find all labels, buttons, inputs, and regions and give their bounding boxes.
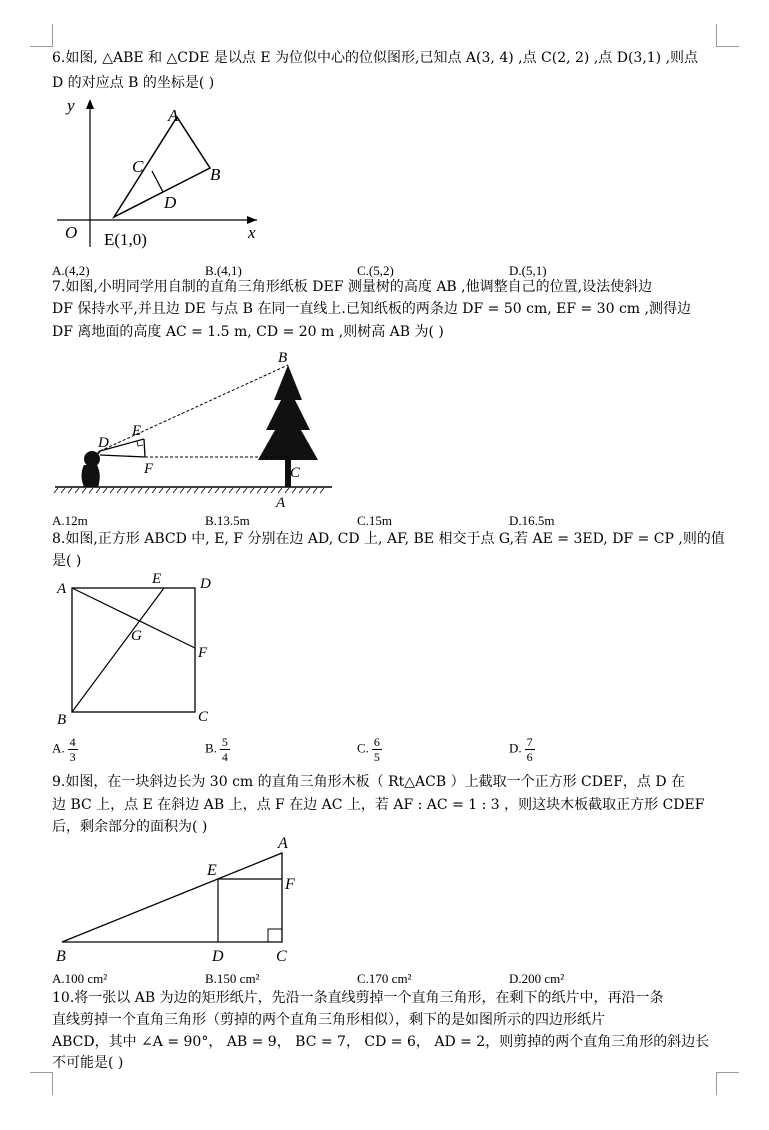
q8-option-d-numerator: 7 — [526, 735, 533, 749]
q6-label-y: y — [67, 96, 75, 115]
q10-text-line-1: 10.将一张以 AB 为边的矩形纸片，先沿一条直线剪掉一个直角三角形，在剩下的纸片中，再沿一条 — [52, 990, 664, 1006]
q7-label-f: F — [144, 461, 154, 477]
margin-corner-bottom-left — [30, 1072, 53, 1095]
q8-option-a-numerator: 4 — [69, 735, 76, 749]
q6-option-a: A.(4,2) — [52, 263, 90, 278]
q9-option-c: C.170 cm² — [357, 971, 412, 986]
q9-figure — [52, 830, 302, 967]
q8-option-c-numerator: 6 — [373, 735, 380, 749]
q6-figure — [52, 95, 267, 255]
q6-label-e: E(1,0) — [104, 230, 147, 249]
q7-label-b: B — [278, 350, 288, 366]
q7-text-line-1: 7.如图,小明同学用自制的直角三角形纸板 DEF 测量树的高度 AB ,他调整自己的位置,设法使斜边 — [52, 279, 653, 295]
q6-text-line-2: D 的对应点 B 的坐标是( ) — [52, 75, 215, 91]
q9-label-d: D — [212, 948, 224, 965]
q8-label-d: D — [200, 576, 211, 592]
q10-text-line-2: 直线剪掉一个直角三角形（剪掉的两个直角三角形相似），剩下的是如图所示的四边形纸片 — [52, 1012, 605, 1028]
q9-text-line-1: 9.如图，在一块斜边长为 30 cm 的直角三角形木板（ Rt△ACB ）上截取一个正方形 CDEF，点 D 在 — [52, 774, 686, 790]
q8-figure — [52, 568, 222, 733]
q8-option-b-prefix: B. — [205, 740, 217, 756]
q10-text-line-4: 不可能是( ) — [52, 1055, 124, 1071]
q9-label-c: C — [276, 948, 287, 965]
tree-silhouette — [258, 365, 318, 487]
q8-text-line-2: 是( ) — [52, 553, 82, 569]
q7-label-a: A — [276, 495, 286, 510]
q7-text-line-2: DF 保持水平,并且边 DE 与点 B 在同一直线上.已知纸板的两条边 DF = 50 cm, EF = 30 cm ,测得边 — [52, 301, 691, 317]
q7-option-d: D.16.5m — [509, 513, 555, 528]
q8-option-c-prefix: C. — [357, 740, 369, 756]
q8-option-d — [509, 735, 535, 764]
q8-option-a-prefix: A. — [52, 740, 65, 756]
margin-corner-bottom-right — [716, 1072, 739, 1095]
q8-label-e: E — [152, 571, 162, 587]
q8-option-a-denominator: 3 — [69, 750, 76, 764]
q7-label-c: C — [290, 465, 301, 481]
q9-label-a: A — [278, 835, 288, 852]
q8-label-f: F — [198, 645, 208, 661]
q6-option-b: B.(4,1) — [205, 263, 242, 278]
q9-text-line-2: 边 BC 上，点 E 在斜边 AB 上，点 F 在边 AC 上，若 AF : AC = 1 : 3 ，则这块木板截取正方形 CDEF — [52, 797, 705, 813]
q6-label-x: x — [248, 223, 256, 242]
q8-option-b-denominator: 4 — [221, 750, 228, 764]
q9-option-a: A.100 cm² — [52, 971, 108, 986]
q9-label-b: B — [56, 948, 66, 965]
q8-option-c-denominator: 5 — [373, 750, 380, 764]
q7-text-line-3: DF 离地面的高度 AC = 1.5 m, CD = 20 m ,则树高 AB 为( ) — [52, 324, 444, 340]
q6-label-c: C — [132, 157, 144, 176]
q6-option-d: D.(5,1) — [509, 263, 547, 278]
q8-option-d-fraction — [525, 735, 535, 764]
q9-text-line-3: 后，剩余部分的面积为( ) — [52, 819, 208, 835]
q6-label-d: D — [164, 193, 177, 212]
q7-option-c: C.15m — [357, 513, 393, 528]
q7-option-b: B.13.5m — [205, 513, 250, 528]
q8-label-a: A — [57, 581, 67, 597]
q8-option-a-fraction — [68, 735, 78, 764]
q8-label-g: G — [131, 628, 142, 644]
q8-option-b-numerator: 5 — [221, 735, 228, 749]
margin-corner-top-left — [30, 24, 53, 47]
q7-label-d: D — [98, 435, 109, 451]
margin-corner-top-right — [716, 24, 739, 47]
q8-option-b-fraction — [220, 735, 230, 764]
q9-label-e: E — [207, 862, 217, 879]
q9-option-d: D.200 cm² — [509, 971, 565, 986]
q9-label-f: F — [285, 876, 295, 893]
q8-text-line-1: 8.如图,正方形 ABCD 中, E, F 分别在边 AD, CD 上, AF, BE 相交于点 G,若 AE = 3ED, DF = CP ,则的值 — [52, 531, 725, 547]
q10-text-line-3: ABCD，其中 ∠A = 90°， AB = 9， BC = 7， CD = 6， AD = 2，则剪掉的两个直角三角形的斜边长 — [52, 1034, 710, 1050]
person-silhouette — [82, 451, 101, 487]
q7-option-a: A.12m — [52, 513, 88, 528]
q8-option-d-denominator: 6 — [526, 750, 533, 764]
q8-label-c: C — [198, 709, 209, 725]
q7-label-e: E — [132, 423, 142, 439]
q7-figure — [52, 345, 337, 510]
q6-label-o: O — [65, 223, 78, 242]
q6-text-line-1: 6.如图, △ABE 和 △CDE 是以点 E 为位似中心的位似图形,已知点 A(3, 4) ,点 C(2, 2) ,点 D(3,1) ,则点 — [52, 50, 699, 66]
q8-option-c-fraction — [372, 735, 382, 764]
q9-option-b: B.150 cm² — [205, 971, 260, 986]
q8-label-b: B — [57, 712, 67, 728]
q8-option-d-prefix: D. — [509, 740, 522, 756]
q6-label-a: A — [168, 106, 179, 125]
q6-option-c: C.(5,2) — [357, 263, 394, 278]
q8-option-b — [205, 735, 230, 764]
q8-option-a — [52, 735, 78, 764]
q8-option-c — [357, 735, 382, 764]
q6-label-b: B — [210, 165, 221, 184]
